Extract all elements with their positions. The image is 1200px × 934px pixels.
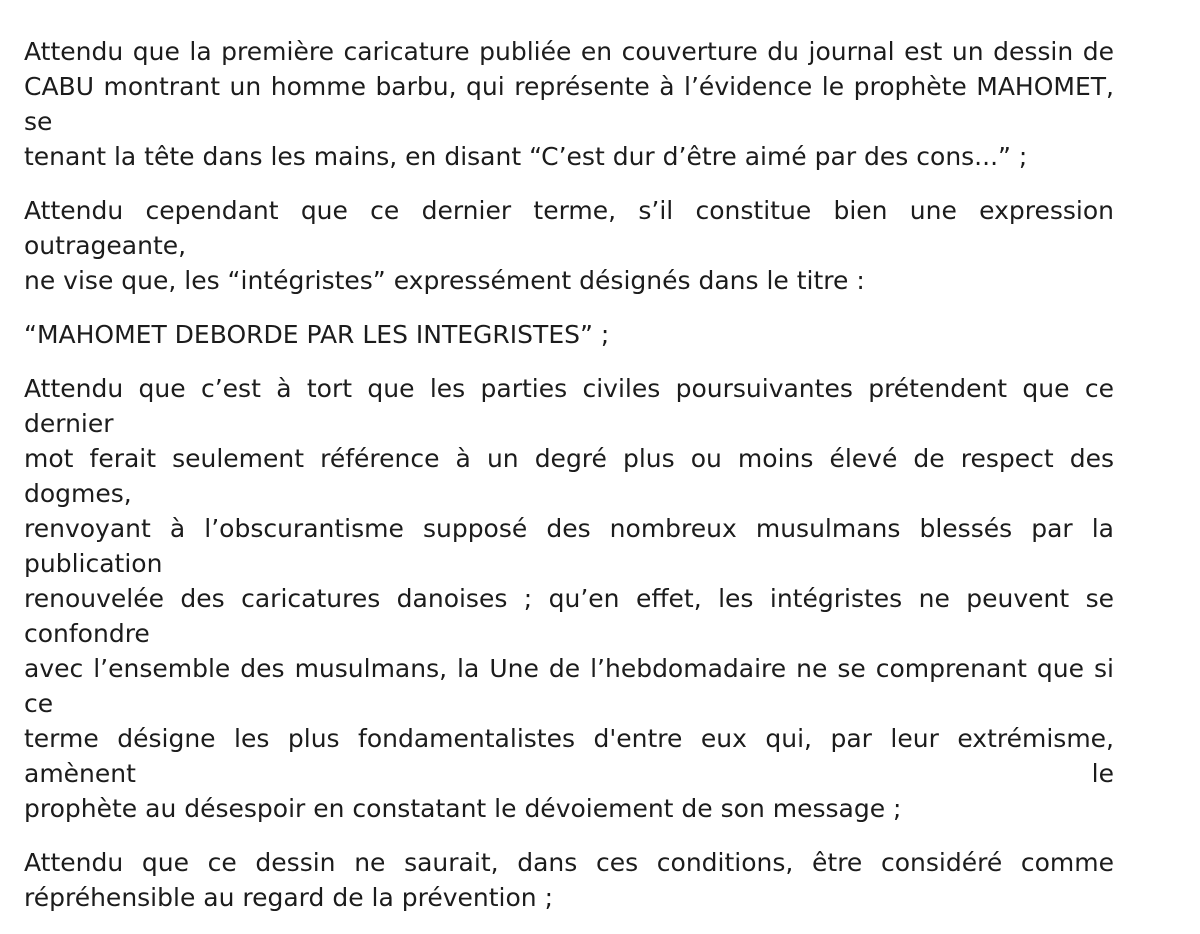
- paragraph-parties-civiles: [24, 371, 1114, 826]
- text-line: renouvelée des caricatures danoises ; qu’en effet, les intégristes ne peuvent se confondre: [24, 584, 1114, 648]
- paragraph-integristes-term: [24, 193, 1114, 298]
- text-line: avec l’ensemble des musulmans, la Une de l’hebdomadaire ne se comprenant que si ce: [24, 654, 1114, 718]
- paragraph-title-quote: [24, 317, 1114, 352]
- paragraph-conclusion: [24, 845, 1114, 915]
- document-body: [24, 34, 1114, 934]
- text-line: CABU montrant un homme barbu, qui représente à l’évidence le prophète MAHOMET, se: [24, 72, 1114, 136]
- text-line: Attendu que c’est à tort que les parties civiles poursuivantes prétendent que ce dernier: [24, 374, 1114, 438]
- text-line: renvoyant à l’obscurantisme supposé des nombreux musulmans blessés par la publication: [24, 514, 1114, 578]
- text-line: terme désigne les plus fondamentalistes d'entre eux qui, par leur extrémisme, amènent le: [24, 724, 1114, 788]
- text-line: Attendu cependant que ce dernier terme, s’il constitue bien une expression outrageante,: [24, 196, 1114, 260]
- text-line: mot ferait seulement référence à un degré plus ou moins élevé de respect des dogmes,: [24, 444, 1114, 508]
- text-line: Attendu que ce dessin ne saurait, dans ces conditions, être considéré comme: [24, 848, 1114, 877]
- text-line: Attendu que la première caricature publiée en couverture du journal est un dessin de: [24, 37, 1114, 66]
- paragraph-cabu-caricature: [24, 34, 1114, 174]
- text-line: ne vise que, les “intégristes” expressément désignés dans le titre :: [24, 266, 865, 295]
- text-line: prophète au désespoir en constatant le dévoiement de son message ;: [24, 794, 902, 823]
- text-line: répréhensible au regard de la prévention ;: [24, 883, 554, 912]
- text-line: tenant la tête dans les mains, en disant “C’est dur d’être aimé par des cons...” ;: [24, 142, 1028, 171]
- text-line: “MAHOMET DEBORDE PAR LES INTEGRISTES” ;: [24, 320, 610, 349]
